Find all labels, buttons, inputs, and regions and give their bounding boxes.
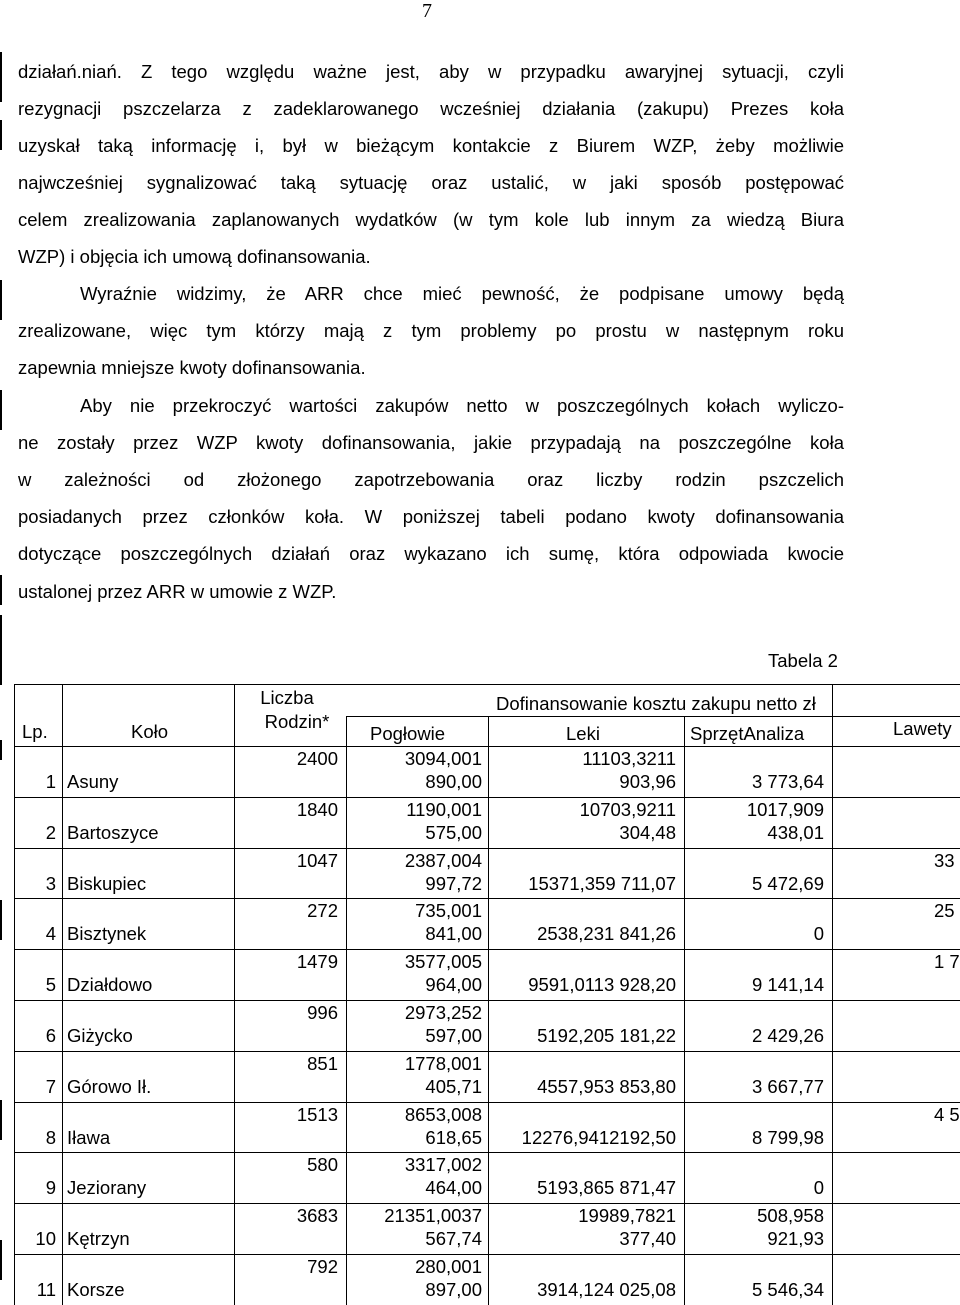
- row-sprzet-bottom: 9 141,14: [751, 974, 824, 996]
- text-line: posiadanych przez członków koła. W poniższej tabeli podano kwoty dofinansowania: [18, 506, 844, 527]
- page-number: 7: [422, 0, 432, 22]
- table-rule: [14, 898, 960, 899]
- margin-bar: [0, 120, 2, 150]
- text-line: dotyczące poszczególnych działań oraz wykazano ich sumę, która odpowiada kwocie: [18, 543, 844, 564]
- row-poglowie-top: 3094,001: [404, 748, 482, 769]
- row-lp: 7: [45, 1075, 56, 1097]
- row-sprzet-top: [684, 899, 824, 923]
- text-line: w zależności od złożonego zapotrzebowania oraz liczby rodzin pszczelich: [18, 469, 844, 490]
- header-dofinansowanie: Dofinansowanie kosztu zakupu netto zł: [496, 693, 816, 714]
- row-lp: 6: [45, 1025, 56, 1046]
- row-rodzin: 1840: [296, 798, 338, 820]
- row-leki-bottom: 304,48: [619, 821, 676, 843]
- table-rule: [14, 949, 960, 950]
- table-rule: [14, 797, 960, 798]
- row-sprzet-bottom: 8 799,98: [751, 1126, 824, 1148]
- row-lp: 8: [45, 1126, 56, 1148]
- row-poglowie-top: 280,001: [415, 1256, 482, 1277]
- row-rodzin: 272: [307, 900, 338, 922]
- row-leki-top: [488, 950, 676, 974]
- row-kolo: Górowo Ił.: [67, 1075, 152, 1097]
- text-line: ne zostały przez WZP kwoty dofinansowania, jakie przypadają na poszczególne koła: [18, 432, 844, 453]
- row-sprzet-top: 508,958: [757, 1205, 824, 1227]
- row-lawety-top: 4 5: [934, 1103, 960, 1125]
- row-kolo: Bisztynek: [67, 923, 147, 945]
- text-line: celem zrealizowania zaplanowanych wydatków (w tym kole lub innym za wiedzą Biura: [18, 209, 844, 230]
- row-kolo: Giżycko: [67, 1025, 133, 1046]
- row-kolo: Jeziorany: [67, 1177, 147, 1199]
- row-leki-top: 19989,7821: [578, 1205, 676, 1227]
- row-leki-top: [488, 899, 676, 923]
- row-lawety-top: 33: [934, 849, 955, 871]
- row-sprzet-top: [684, 747, 824, 771]
- row-leki-bottom: 5193,865 871,47: [537, 1177, 676, 1199]
- header-sprzet-analiza: SprzętAnaliza: [690, 723, 805, 744]
- row-leki-top: [488, 1052, 676, 1076]
- row-poglowie-bottom: 575,00: [425, 821, 482, 843]
- row-poglowie-bottom: 964,00: [425, 974, 482, 996]
- margin-bar: [0, 615, 2, 685]
- row-kolo: Biskupiec: [67, 872, 147, 894]
- table-rule: [14, 1051, 960, 1052]
- row-poglowie-bottom: 890,00: [425, 771, 482, 792]
- row-poglowie-bottom: 618,65: [425, 1126, 482, 1148]
- row-sprzet-bottom: 438,01: [767, 821, 824, 843]
- row-poglowie-top: 8653,008: [404, 1103, 482, 1125]
- row-sprzet-top: [684, 1052, 824, 1076]
- row-leki-top: 10703,9211: [579, 798, 676, 820]
- row-sprzet-bottom: 3 773,64: [751, 771, 824, 792]
- row-poglowie-bottom: 464,00: [425, 1177, 482, 1199]
- row-lp: 2: [45, 821, 56, 843]
- financing-table: [14, 684, 960, 1305]
- row-lp: 5: [45, 974, 56, 996]
- row-leki-bottom: 2538,231 841,26: [537, 923, 676, 945]
- table-column-rule: [488, 716, 489, 1305]
- table-column-rule: [684, 716, 685, 1305]
- row-rodzin: 2400: [296, 748, 338, 769]
- row-leki-bottom: 377,40: [619, 1228, 676, 1250]
- text-line: uzyskał taką informację i, był w bieżącym kontakcie z Biurem WZP, żeby możliwie: [18, 135, 844, 156]
- row-poglowie-top: 1190,001: [406, 798, 482, 820]
- row-lp: 1: [45, 771, 56, 792]
- row-sprzet-top: [684, 950, 824, 974]
- row-sprzet-bottom: 5 472,69: [751, 872, 824, 894]
- row-leki-bottom: 9591,0113 928,20: [528, 974, 676, 996]
- row-kolo: Asuny: [67, 771, 119, 792]
- row-kolo: Działdowo: [67, 974, 153, 996]
- table-rule: [14, 848, 960, 849]
- row-leki-bottom: 15371,359 711,07: [528, 872, 676, 894]
- table-column-rule: [14, 684, 15, 1305]
- text-line: zrealizowane, więc tym którzy mają z tym problemy po prostu w następnym roku: [18, 320, 844, 341]
- margin-bar: [0, 280, 2, 320]
- row-rodzin: 3683: [296, 1205, 338, 1227]
- row-poglowie-top: 2973,252: [404, 1002, 482, 1023]
- row-poglowie-bottom: 567,74: [425, 1228, 482, 1250]
- row-sprzet-top: [684, 1153, 824, 1177]
- header-leki: Leki: [566, 723, 600, 744]
- margin-bar: [0, 900, 2, 940]
- row-rodzin: 851: [307, 1052, 338, 1074]
- table-rule: [14, 1152, 960, 1153]
- row-sprzet-top: 1017,909: [746, 798, 824, 820]
- row-lawety-top: 1 7: [934, 951, 960, 973]
- row-leki-top: 11103,3211: [582, 748, 676, 769]
- row-leki-top: [488, 849, 676, 873]
- row-lp: 11: [36, 1279, 56, 1300]
- row-poglowie-bottom: 897,00: [425, 1279, 482, 1300]
- table-column-rule: [62, 684, 63, 1305]
- header-poglowie: Pogłowie: [370, 723, 446, 744]
- row-rodzin: 1513: [296, 1103, 338, 1125]
- row-rodzin: 792: [307, 1256, 338, 1277]
- table-rule: [14, 1203, 960, 1204]
- row-sprzet-bottom: 0: [813, 1177, 824, 1199]
- row-lp: 4: [45, 923, 56, 945]
- margin-bar: [0, 1240, 2, 1280]
- row-sprzet-bottom: 3 667,77: [751, 1075, 824, 1097]
- table-column-rule: [832, 684, 833, 1305]
- row-poglowie-top: 735,001: [415, 900, 482, 922]
- row-poglowie-top: 1778,001: [404, 1052, 482, 1074]
- text-line: zapewnia mniejsze kwoty dofinansowania.: [18, 357, 366, 378]
- margin-bar: [0, 740, 2, 760]
- row-leki-bottom: 903,96: [619, 771, 676, 792]
- row-rodzin: 996: [307, 1002, 338, 1023]
- margin-bar: [0, 390, 2, 430]
- row-leki-bottom: 4557,953 853,80: [537, 1075, 676, 1097]
- table-rule: [346, 716, 960, 717]
- text-line: ustalonej przez ARR w umowie z WZP.: [18, 581, 337, 602]
- row-leki-bottom: 3914,124 025,08: [537, 1279, 676, 1300]
- header-kolo: Koło: [131, 721, 169, 742]
- margin-bar: [0, 1100, 2, 1140]
- row-lp: 10: [35, 1228, 56, 1250]
- row-lp: 3: [45, 872, 56, 894]
- row-leki-top: [488, 1255, 676, 1279]
- margin-bar: [0, 575, 2, 605]
- row-leki-bottom: 5192,205 181,22: [537, 1025, 676, 1046]
- table-column-rule: [346, 716, 347, 1305]
- row-poglowie-top: 3317,002: [404, 1154, 482, 1176]
- row-sprzet-bottom: 2 429,26: [751, 1025, 824, 1046]
- row-sprzet-bottom: 0: [813, 923, 824, 945]
- row-sprzet-bottom: 921,93: [767, 1228, 824, 1250]
- header-liczba: Liczba: [260, 687, 314, 708]
- text-line: działań.niań. Z tego względu ważne jest, aby w przypadku awaryjnej sytuacji, czyli: [18, 61, 844, 82]
- row-sprzet-top: [684, 1103, 824, 1127]
- row-sprzet-bottom: 5 546,34: [751, 1279, 824, 1300]
- row-kolo: Korsze: [67, 1279, 125, 1300]
- row-sprzet-top: [684, 849, 824, 873]
- row-leki-top: [488, 1153, 676, 1177]
- row-poglowie-bottom: 405,71: [425, 1075, 482, 1097]
- header-lawety: Lawety: [893, 718, 952, 739]
- table-column-rule: [234, 684, 235, 1305]
- table-rule: [14, 684, 960, 685]
- row-poglowie-top: 3577,005: [404, 951, 482, 973]
- row-poglowie-top: 2387,004: [404, 849, 482, 871]
- header-rodzin: Rodzin*: [264, 711, 330, 732]
- table-rule: [14, 746, 960, 747]
- table-caption: Tabela 2: [768, 650, 838, 671]
- row-rodzin: 580: [307, 1154, 338, 1176]
- row-poglowie-bottom: 841,00: [425, 923, 482, 945]
- row-leki-top: [488, 1001, 676, 1025]
- row-rodzin: 1047: [296, 849, 338, 871]
- row-leki-bottom: 12276,9412192,50: [521, 1126, 676, 1148]
- row-lp: 9: [45, 1177, 56, 1199]
- text-line: rezygnacji pszczelarza z zadeklarowanego wcześniej działania (zakupu) Prezes koła: [18, 98, 844, 119]
- table-rule: [14, 1254, 960, 1255]
- row-poglowie-bottom: 597,00: [425, 1025, 482, 1046]
- row-kolo: Bartoszyce: [67, 821, 159, 843]
- row-poglowie-top: 21351,0037: [384, 1205, 482, 1227]
- text-line: najwcześniej sygnalizować taką sytuację oraz ustalić, w jaki sposób postępować: [18, 172, 844, 193]
- row-sprzet-top: [684, 1001, 824, 1025]
- row-lawety-top: 25: [934, 900, 955, 922]
- row-rodzin: 1479: [296, 951, 338, 973]
- text-line: Wyraźnie widzimy, że ARR chce mieć pewność, że podpisane umowy będą: [80, 283, 844, 304]
- table-rule: [14, 1102, 960, 1103]
- row-kolo: Kętrzyn: [67, 1228, 130, 1250]
- text-line: Aby nie przekroczyć wartości zakupów netto w poszczególnych kołach wyliczo-: [80, 395, 844, 416]
- margin-bar: [0, 52, 2, 102]
- row-leki-top: [488, 1103, 676, 1127]
- row-kolo: Iława: [67, 1126, 111, 1148]
- row-poglowie-bottom: 997,72: [425, 872, 482, 894]
- header-lp: Lp.: [22, 721, 48, 742]
- table-rule: [14, 1000, 960, 1001]
- row-sprzet-top: [684, 1255, 824, 1279]
- text-line: WZP) i objęcia ich umową dofinansowania.: [18, 246, 371, 267]
